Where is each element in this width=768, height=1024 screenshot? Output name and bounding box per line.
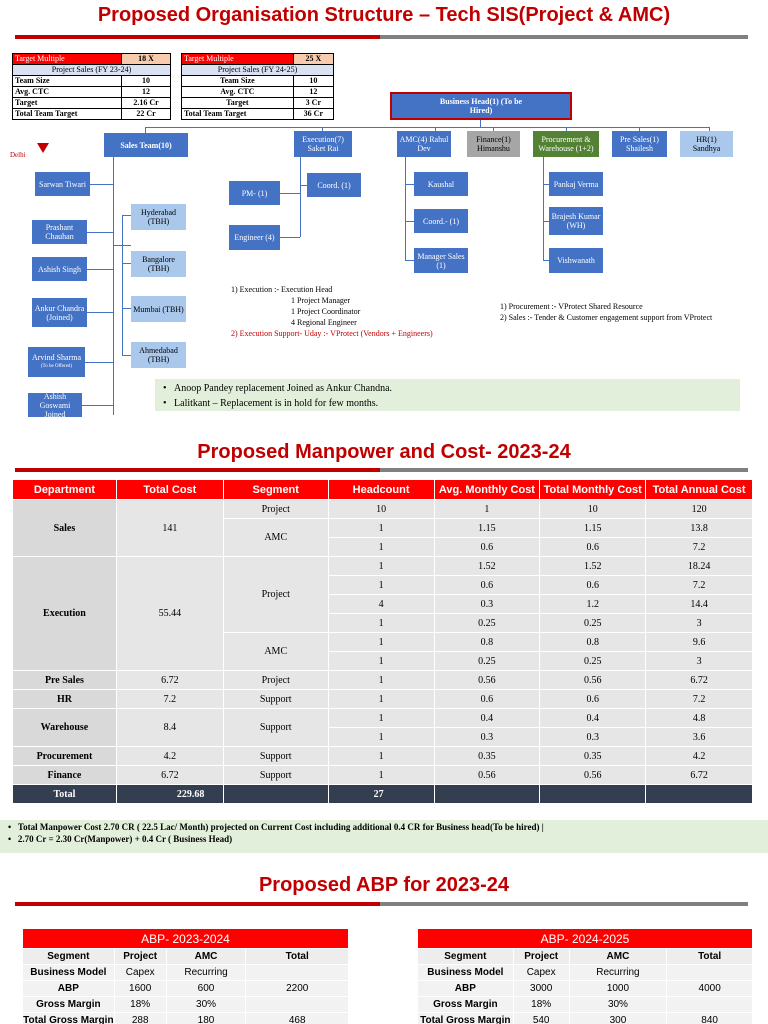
target-table-fy24: Target Multiple 25 X Project Sales (FY 24-25) Team Size 10 Avg. CTC 12 Target 3 Cr Total Team Target 36 Cr — [181, 53, 334, 120]
table-cell: 1 — [328, 538, 434, 557]
table-row — [13, 709, 753, 728]
region-box: Bangalore (TBH) — [131, 251, 186, 277]
table-cell: 1 — [328, 709, 434, 728]
table-cell: Pre Sales — [13, 671, 117, 690]
table-row — [13, 671, 753, 690]
table-cell: 0.6 — [434, 538, 540, 557]
table-cell: 4.2 — [116, 747, 223, 766]
table-cell: 0.35 — [434, 747, 540, 766]
table-cell: Project — [223, 500, 328, 519]
org-bullets: • Anoop Pandey replacement Joined as Ankur Chandna. • Lalitkant – Replacement is in hold for few months. — [155, 379, 740, 411]
table-cell: 0.4 — [540, 709, 646, 728]
table-cell: 6.72 — [116, 766, 223, 785]
table-cell: 0.8 — [540, 633, 646, 652]
table-cell: 6.72 — [116, 671, 223, 690]
table-cell: 4 — [328, 595, 434, 614]
table-cell: Total — [13, 785, 117, 804]
table-cell: 3 — [646, 652, 753, 671]
table-cell: 13.8 — [646, 519, 753, 538]
proc-child-box: Vishwanath — [549, 248, 603, 273]
table-cell: Execution — [13, 557, 117, 671]
table-cell: 8.4 — [116, 709, 223, 747]
manpower-notes: • Total Manpower Cost 2.70 CR ( 22.5 Lac/ Month) projected on Current Cost including additional 0.4 CR for Business head(To be hired) | • 2.70 Cr = 2.30 Cr(Manpower) + 0.4 Cr ( Business Head) — [0, 820, 768, 853]
table-cell: 27 — [328, 785, 434, 804]
org-title: Proposed Organisation Structure – Tech SIS(Project & AMC) — [97, 4, 671, 26]
table-cell: 1 — [328, 614, 434, 633]
table-cell: 0.8 — [434, 633, 540, 652]
manpower-table: Department Total Cost Segment Headcount Avg. Monthly Cost Total Monthly Cost Total Annual Cost Sales 141 Project 10 1 10 120 AMC 1 1.15 1.15 13.8 1 0.6 0.6 7.2 Execution 55.44 Project 1 1.52 1.52 18.24 1 0.6 0.6 7.2 4 0.3 1.2 14.4 1 0.25 0.25 3 AMC 1 0.8 0.8 9.6 1 0.25 0.25 3 Pre Sales 6.72 Project 1 0.56 0.56 6.72 HR 7.2 Support 1 0.6 0.6 7.2 Warehouse 8.4 Support 1 0.4 0.4 4.8 1 0.3 0.3 3.6 Procurement 4.2 Support 1 0.35 0.35 4.2 Finance 6.72 Support 1 0.56 0.56 6.72 Total 229.68 27 — [12, 479, 753, 804]
table-cell: 1 — [328, 557, 434, 576]
org-title-rule — [15, 35, 748, 39]
table-cell: Support — [223, 747, 328, 766]
table-cell: 141 — [116, 500, 223, 557]
table-cell: 3 — [646, 614, 753, 633]
amc-child-box: Kaushal — [414, 172, 468, 196]
table-cell: 0.25 — [434, 652, 540, 671]
table-cell: 0.4 — [434, 709, 540, 728]
hr-box: HR(1) Sandhya — [680, 131, 733, 157]
region-box: Hyderabad (TBH) — [131, 204, 186, 230]
table-cell: 0.3 — [434, 595, 540, 614]
abp-table-2023: ABP- 2023-2024 Segment Project AMC Total Business Model Capex Recurring ABP 1600 600 2200 Gross Margin 18% 30% Total Gross Margin 288 180 468 — [22, 928, 349, 1024]
table-cell: 1 — [434, 500, 540, 519]
table-cell: 0.56 — [540, 671, 646, 690]
table-cell: 1.15 — [434, 519, 540, 538]
table-cell: 1 — [328, 633, 434, 652]
total-row — [13, 785, 753, 804]
amc-child-box: Coord.- (1) — [414, 209, 468, 233]
table-cell: AMC — [223, 519, 328, 557]
table-cell: 7.2 — [116, 690, 223, 709]
table-cell: 9.6 — [646, 633, 753, 652]
table-cell: 1 — [328, 766, 434, 785]
table-cell: Project — [223, 557, 328, 633]
abp-title-rule — [15, 902, 748, 906]
sales-member-box: Ashish Goswami Joined — [28, 393, 82, 417]
business-head-box: Business Head(1) (To be Hired) — [390, 92, 572, 120]
table-cell: Support — [223, 766, 328, 785]
exec-child-box: Coord. (1) — [307, 173, 361, 197]
execution-box: Execution(7) Saket Rai — [294, 131, 352, 157]
presales-box: Pre Sales(1) Shailesh — [612, 131, 667, 157]
table-cell: 1 — [328, 671, 434, 690]
table-cell: 4.8 — [646, 709, 753, 728]
abp-table-2024: ABP- 2024-2025 Segment Project AMC Total Business Model Capex Recurring ABP 3000 1000 4000 Gross Margin 18% 30% Total Gross Margin 540 300 840 — [417, 928, 753, 1024]
table-cell: 0.25 — [434, 614, 540, 633]
table-cell: 1 — [328, 576, 434, 595]
table-cell: 6.72 — [646, 671, 753, 690]
sales-team-box: Sales Team(10) — [104, 133, 188, 157]
table-row — [13, 557, 753, 576]
region-box: Ahmedabad (TBH) — [131, 342, 186, 368]
amc-child-box: Manager Sales (1) — [414, 248, 468, 273]
table-cell: 0.25 — [540, 614, 646, 633]
table-cell: 0.6 — [540, 690, 646, 709]
manpower-title: Proposed Manpower and Cost- 2023-24 — [197, 441, 571, 463]
manpower-title-rule — [15, 468, 748, 472]
table-cell: Support — [223, 690, 328, 709]
table-cell: 0.35 — [540, 747, 646, 766]
exec-child-box: PM- (1) — [229, 181, 280, 205]
proc-notes: 1) Procurement :- VProtect Shared Resource 2) Sales :- Tender & Customer engagement support from VProtect — [500, 302, 713, 322]
table-cell: 7.2 — [646, 576, 753, 595]
table-cell: 55.44 — [116, 557, 223, 671]
region-box: Mumbai (TBH) — [131, 296, 186, 322]
table-cell: 0.56 — [434, 671, 540, 690]
table-cell: Finance — [13, 766, 117, 785]
table-cell — [540, 785, 646, 804]
table-cell: 10 — [328, 500, 434, 519]
table-cell: 1 — [328, 519, 434, 538]
table-cell: 0.6 — [540, 576, 646, 595]
table-cell: 10 — [540, 500, 646, 519]
table-cell: 0.56 — [540, 766, 646, 785]
exec-notes: 1) Execution :- Execution Head 1 Project Manager 1 Project Coordinator 4 Regional Engineer 2) Execution Support- Uday :- VProtect (Vendors + Engineers) — [231, 285, 433, 338]
table-cell: 1 — [328, 652, 434, 671]
table-cell: 0.6 — [540, 538, 646, 557]
table-cell: 1.15 — [540, 519, 646, 538]
table-cell: Support — [223, 709, 328, 747]
table-cell: 1.52 — [434, 557, 540, 576]
table-cell — [223, 785, 328, 804]
table-cell: 0.3 — [540, 728, 646, 747]
abp-title: Proposed ABP for 2023-24 — [258, 874, 510, 896]
sales-member-box: Ashish Singh — [32, 257, 87, 281]
table-cell: 120 — [646, 500, 753, 519]
sales-member-box: Arvind Sharma (To be Offered) — [28, 347, 85, 377]
table-cell: 7.2 — [646, 538, 753, 557]
table-cell: Procurement — [13, 747, 117, 766]
table-cell: 4.2 — [646, 747, 753, 766]
procurement-box: Procurement & Warehouse (1+2) — [533, 131, 599, 157]
table-cell: 0.56 — [434, 766, 540, 785]
table-cell: 7.2 — [646, 690, 753, 709]
table-cell: 1.52 — [540, 557, 646, 576]
table-cell: Project — [223, 671, 328, 690]
table-cell — [434, 785, 540, 804]
table-row — [13, 690, 753, 709]
table-row — [13, 766, 753, 785]
table-cell: 0.6 — [434, 576, 540, 595]
sales-member-box: Prashant Chauhan — [32, 220, 87, 244]
table-cell: AMC — [223, 633, 328, 671]
table-cell: 0.3 — [434, 728, 540, 747]
table-cell: Warehouse — [13, 709, 117, 747]
table-cell: 3.6 — [646, 728, 753, 747]
table-cell: HR — [13, 690, 117, 709]
table-row — [13, 747, 753, 766]
exec-child-box: Engineer (4) — [229, 225, 280, 250]
delhi-label: Delhi — [10, 151, 26, 159]
table-cell: 0.6 — [434, 690, 540, 709]
table-cell: 18.24 — [646, 557, 753, 576]
table-row — [13, 500, 753, 519]
proc-child-box: Pankaj Verma — [549, 172, 603, 196]
table-cell: 1 — [328, 747, 434, 766]
table-cell: 6.72 — [646, 766, 753, 785]
amc-box: AMC(4) Rahul Dev — [397, 131, 451, 157]
sales-member-box: Sarwan Tiwari — [35, 172, 90, 196]
table-cell: 1 — [328, 690, 434, 709]
proc-child-box: Brajesh Kumar (WH) — [549, 207, 603, 235]
sales-member-box: Ankur Chandra (Joined) — [32, 298, 87, 327]
table-cell: 14.4 — [646, 595, 753, 614]
table-cell — [646, 785, 753, 804]
table-cell: 1 — [328, 728, 434, 747]
target-table-fy23: Target Multiple 18 X Project Sales (FY 23-24) Team Size 10 Avg. CTC 12 Target 2.16 Cr Total Team Target 22 Cr — [12, 53, 171, 120]
table-cell: 1.2 — [540, 595, 646, 614]
table-cell: 0.25 — [540, 652, 646, 671]
table-cell: Sales — [13, 500, 117, 557]
finance-box: Finance(1) Himanshu — [467, 131, 520, 157]
table-cell: 229.68 — [116, 785, 223, 804]
